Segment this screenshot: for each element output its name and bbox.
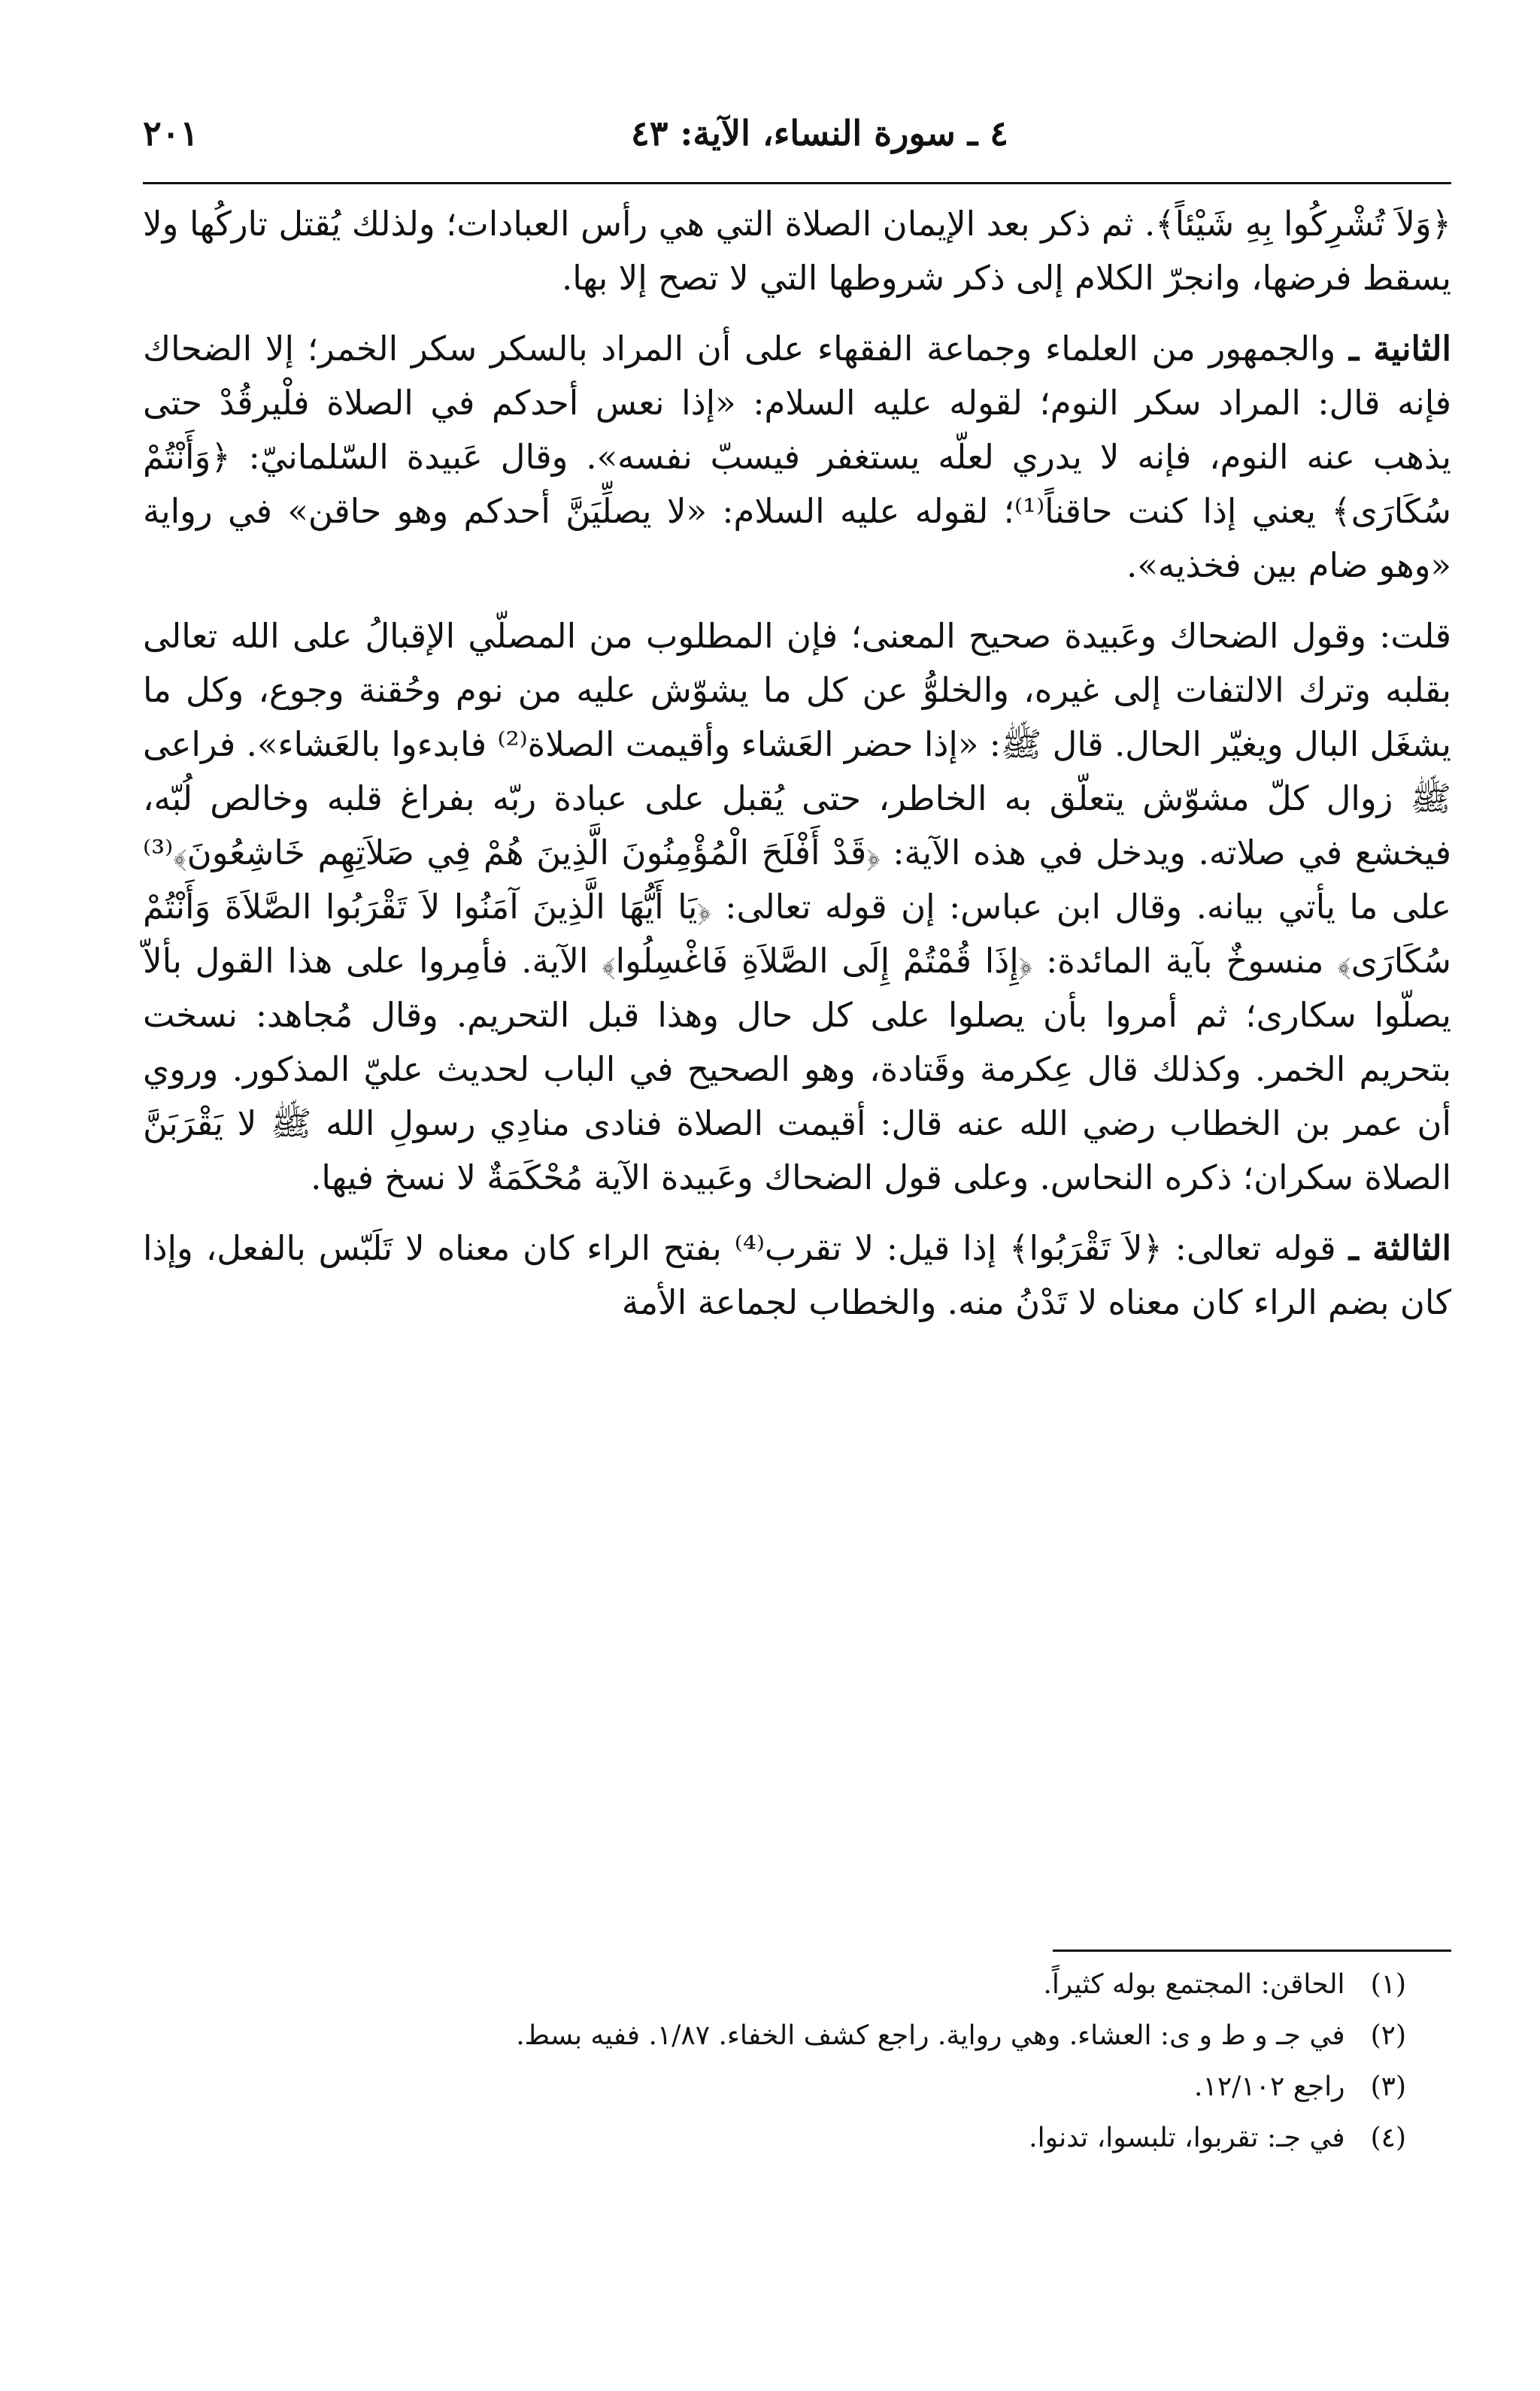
paragraph — [143, 197, 1451, 305]
paragraph-text: قوله تعالى: ﴿لاَ تَقْرَبُوا﴾ إذا قيل: لا تقرب⁽⁴⁾ بفتح الراء كان معناه لا تَلَبّس بالفعل، وإذا كان بضم الراء كان معناه لا تَدْنُ منه. والخطاب لجماعة الأمة — [143, 1228, 1451, 1322]
footnote-text: في جـ و ط و ى: العشاء. وهي رواية. راجع كشف الخفاء. ١/٨٧. ففيه بسط. — [516, 2020, 1345, 2051]
page-header — [143, 113, 1451, 165]
footnotes — [143, 1959, 1406, 2164]
footnote-number: (٤) — [1370, 2122, 1406, 2153]
paragraph — [143, 1221, 1451, 1330]
footnote-number: (٣) — [1370, 2071, 1406, 2102]
paragraph — [143, 322, 1451, 593]
paragraph-text: والجمهور من العلماء وجماعة الفقهاء على أن المراد بالسكر سكر الخمر؛ إلا الضحاك فإنه قال: المراد سكر النوم؛ لقوله عليه السلام: «إذا نعس أحدكم في الصلاة فلْيرقُدْ حتى يذهب عنه النوم، فإنه لا يدري لعلّه يستغفر فيسبّ نفسه». وقال عَبيدة السّلمانيّ: ﴿وَأَنْتُمْ سُكَارَى﴾ يعني إذا كنت حاقناً⁽¹⁾؛ لقوله عليه السلام: «لا يصلِّيَنَّ أحدكم وهو حاقن» في رواية «وهو ضام بين فخذيه». — [143, 329, 1451, 585]
footnote — [143, 2062, 1406, 2113]
footnote-rule — [1053, 1950, 1451, 1952]
paragraph-lead: الثانية ـ — [1349, 329, 1451, 369]
main-text — [143, 197, 1451, 1346]
footnote-text: راجع ١٢/١٠٢. — [1194, 2071, 1345, 2102]
header-rule — [143, 182, 1451, 184]
footnote — [143, 1959, 1406, 2010]
footnote-text: في جـ: تقربوا، تلبسوا، تدنوا. — [1029, 2122, 1345, 2153]
paragraph — [143, 609, 1451, 1205]
running-title: ٤ ـ سورة النساء، الآية: ٤٣ — [631, 113, 1008, 153]
footnote — [143, 2113, 1406, 2164]
footnote-text: الحاقن: المجتمع بوله كثيراً. — [1043, 1969, 1345, 2000]
paragraph-text: ﴿وَلاَ تُشْرِكُوا بِهِ شَيْئاً﴾. ثم ذكر بعد الإيمان الصلاة التي هي رأس العبادات؛ ولذلك يُقتل تاركُها ولا يسقط فرضها، وانجرّ الكلام إلى ذكر شروطها التي لا تصح إلا بها. — [143, 204, 1451, 298]
footnote — [143, 2010, 1406, 2062]
footnote-number: (٢) — [1370, 2020, 1406, 2051]
paragraph-text: قلت: وقول الضحاك وعَبيدة صحيح المعنى؛ فإن المطلوب من المصلّي الإقبالُ على الله تعالى بقلبه وترك الالتفات إلى غيره، والخلوُّ عن كل ما يشوّش عليه من نوم وحُقنة وجوع، وكل ما يشغَل البال ويغيّر الحال. قال ﷺ: «إذا حضر العَشاء وأقيمت الصلاة⁽²⁾ فابدءوا بالعَشاء». فراعى ﷺ زوال كلّ مشوّش يتعلّق به الخاطر، حتى يُقبل على عبادة ربّه بفراغ قلبه وخالص لُبّه، فيخشع في صلاته. ويدخل في هذه الآية: ﴿قَدْ أَفْلَحَ الْمُؤْمِنُونَ الَّذِينَ هُمْ فِي صَلاَتِهِم خَاشِعُونَ﴾⁽³⁾ على ما يأتي بيانه. وقال ابن عباس: إن قوله تعالى: ﴿يَا أَيُّهَا الَّذِينَ آمَنُوا لاَ تَقْرَبُوا الصَّلاَةَ وَأَنْتُمْ سُكَارَى﴾ منسوخٌ بآية المائدة: ﴿إِذَا قُمْتُمْ إِلَى الصَّلاَةِ فَاغْسِلُوا﴾ الآية. فأمِروا على هذا القول بألاّ يصلّوا سكارى؛ ثم أمروا بأن يصلوا على كل حال وهذا قبل التحريم. وقال مُجاهد: نسخت بتحريم الخمر. وكذلك قال عِكرمة وقَتادة، وهو الصحيح في الباب لحديث عليّ المذكور. وروي أن عمر بن الخطاب رضي الله عنه قال: أقيمت الصلاة فنادى منادِي رسولِ الله ﷺ لا يَقْرَبَنَّ الصلاة سكران؛ ذكره النحاس. وعلى قول الضحاك وعَبيدة الآية مُحْكَمَةٌ لا نسخ فيها. — [143, 616, 1451, 1197]
footnote-number: (١) — [1370, 1969, 1406, 2000]
page-number: ٢٠١ — [143, 113, 199, 153]
paragraph-lead: الثالثة ـ — [1348, 1228, 1451, 1268]
